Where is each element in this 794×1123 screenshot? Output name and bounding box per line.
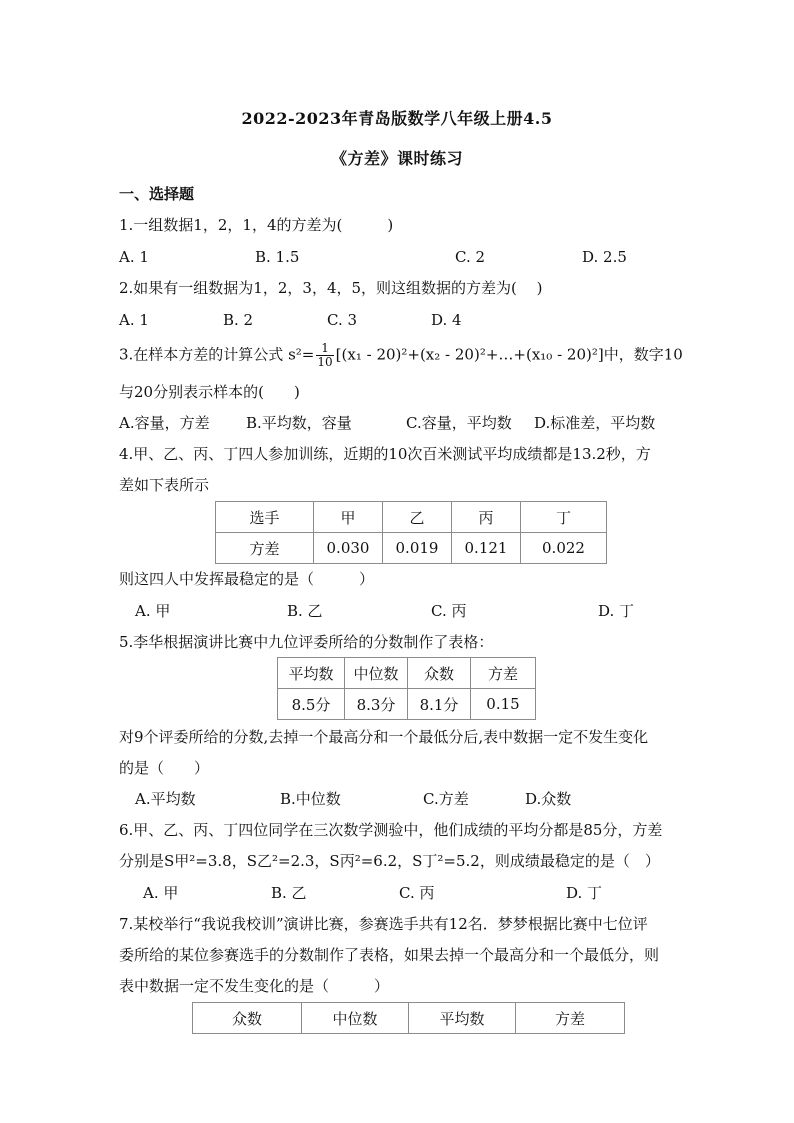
q5-option-a: A.平均数 (135, 790, 196, 808)
table-cell: 中位数 (302, 1003, 409, 1034)
question-6-stem-line1: 6.甲、乙、丙、丁四位同学在三次数学测验中，他们成绩的平均分都是85分，方差 (119, 821, 663, 839)
question-4-stem-line1: 4.甲、乙、丙、丁四人参加训练，近期的10次百米测试平均成绩都是13.2秒，方 (119, 445, 651, 463)
table-cell: 0.121 (452, 533, 521, 564)
table-cell: 8.3分 (345, 689, 408, 720)
table-cell: 平均数 (409, 1003, 516, 1034)
q3-option-a: A.容量，方差 (119, 414, 210, 432)
q2-option-a: A. 1 (119, 311, 149, 329)
q1-option-b: B. 1.5 (255, 248, 300, 266)
table-cell: 选手 (216, 502, 314, 533)
document-title-line2: 《方差》课时练习 (330, 149, 463, 168)
q3-stem-prefix: 3.在样本方差的计算公式 s²= (119, 345, 315, 364)
question-4-stem-line2: 差如下表所示 (119, 476, 210, 494)
table-cell: 方差 (516, 1003, 625, 1034)
table-row (193, 1003, 625, 1034)
table-cell: 0.15 (471, 689, 536, 720)
q3-fraction (316, 342, 333, 369)
question-1-stem: 1.一组数据1，2，1，4的方差为( ) (119, 216, 394, 234)
q4-option-c: C. 丙 (431, 602, 467, 620)
q1-option-c: C. 2 (455, 248, 486, 266)
q6-option-d: D. 丁 (566, 884, 603, 902)
question-3-stem-line2: 与20分别表示样本的( ) (119, 383, 300, 401)
q7-statistics-table (192, 1002, 625, 1034)
table-cell: 乙 (383, 502, 452, 533)
question-2-stem: 2.如果有一组数据为1，2，3，4，5，则这组数据的方差为( ) (119, 279, 543, 297)
q1-option-d: D. 2.5 (582, 248, 627, 266)
question-5-question-line2: 的是（ ） (119, 759, 210, 777)
table-cell: 丙 (452, 502, 521, 533)
q4-option-d: D. 丁 (598, 602, 635, 620)
table-row (278, 689, 536, 720)
q6-option-b: B. 乙 (271, 884, 307, 902)
table-cell: 0.022 (521, 533, 607, 564)
question-6-stem-line2: 分别是S甲²=3.8，S乙²=2.3，S丙²=6.2，S丁²=5.2，则成绩最稳定的是（ ） (119, 852, 660, 870)
q5-option-c: C.方差 (423, 790, 469, 808)
q3-fraction-numerator: 1 (316, 342, 333, 356)
table-cell: 8.1分 (408, 689, 471, 720)
q2-option-d: D. 4 (431, 311, 462, 329)
q3-formula: [(x₁ - 20)²+(x₂ - 20)²+…+(x₁₀ - 20)²]中，数字10 (335, 345, 683, 364)
question-5-stem: 5.李华根据演讲比赛中九位评委所给的分数制作了表格： (119, 633, 494, 651)
table-cell: 方差 (471, 658, 536, 689)
table-cell: 众数 (408, 658, 471, 689)
question-4-question: 则这四人中发挥最稳定的是（ ） (119, 570, 375, 588)
table-cell: 8.5分 (278, 689, 345, 720)
document-title-line1: 2022-2023年青岛版数学八年级上册4.5 (241, 109, 553, 128)
table-row (216, 533, 607, 564)
q5-option-d: D.众数 (525, 790, 572, 808)
q1-option-a: A. 1 (119, 248, 149, 266)
table-cell: 平均数 (278, 658, 345, 689)
table-cell: 众数 (193, 1003, 302, 1034)
question-3-stem (119, 342, 683, 369)
q2-option-c: C. 3 (327, 311, 358, 329)
q6-option-a: A. 甲 (143, 884, 179, 902)
question-7-stem-line1: 7.某校举行“我说我校训”演讲比赛，参赛选手共有12名．梦梦根据比赛中七位评 (119, 915, 648, 933)
table-cell: 方差 (216, 533, 314, 564)
table-cell: 丁 (521, 502, 607, 533)
question-5-question-line1: 对9个评委所给的分数,去掉一个最高分和一个最低分后,表中数据一定不发生变化 (119, 728, 649, 746)
q3-option-c: C.容量，平均数 (406, 414, 512, 432)
table-cell: 0.019 (383, 533, 452, 564)
q3-fraction-denominator: 10 (317, 355, 333, 369)
q5-score-table (277, 657, 536, 720)
question-7-stem-line2: 委所给的某位参赛选手的分数制作了表格，如果去掉一个最高分和一个最低分，则 (119, 946, 660, 964)
q2-option-b: B. 2 (223, 311, 254, 329)
question-7-stem-line3: 表中数据一定不发生变化的是（ ） (119, 977, 390, 995)
q4-variance-table (215, 501, 607, 564)
q3-option-b: B.平均数，容量 (246, 414, 352, 432)
q4-option-a: A. 甲 (135, 602, 171, 620)
q5-option-b: B.中位数 (280, 790, 341, 808)
table-cell: 0.030 (314, 533, 383, 564)
section-heading: 一、选择题 (119, 185, 195, 203)
table-row (216, 502, 607, 533)
q4-option-b: B. 乙 (287, 602, 323, 620)
table-cell: 甲 (314, 502, 383, 533)
table-row (278, 658, 536, 689)
q3-option-d: D.标准差，平均数 (534, 414, 656, 432)
table-cell: 中位数 (345, 658, 408, 689)
q6-option-c: C. 丙 (399, 884, 435, 902)
